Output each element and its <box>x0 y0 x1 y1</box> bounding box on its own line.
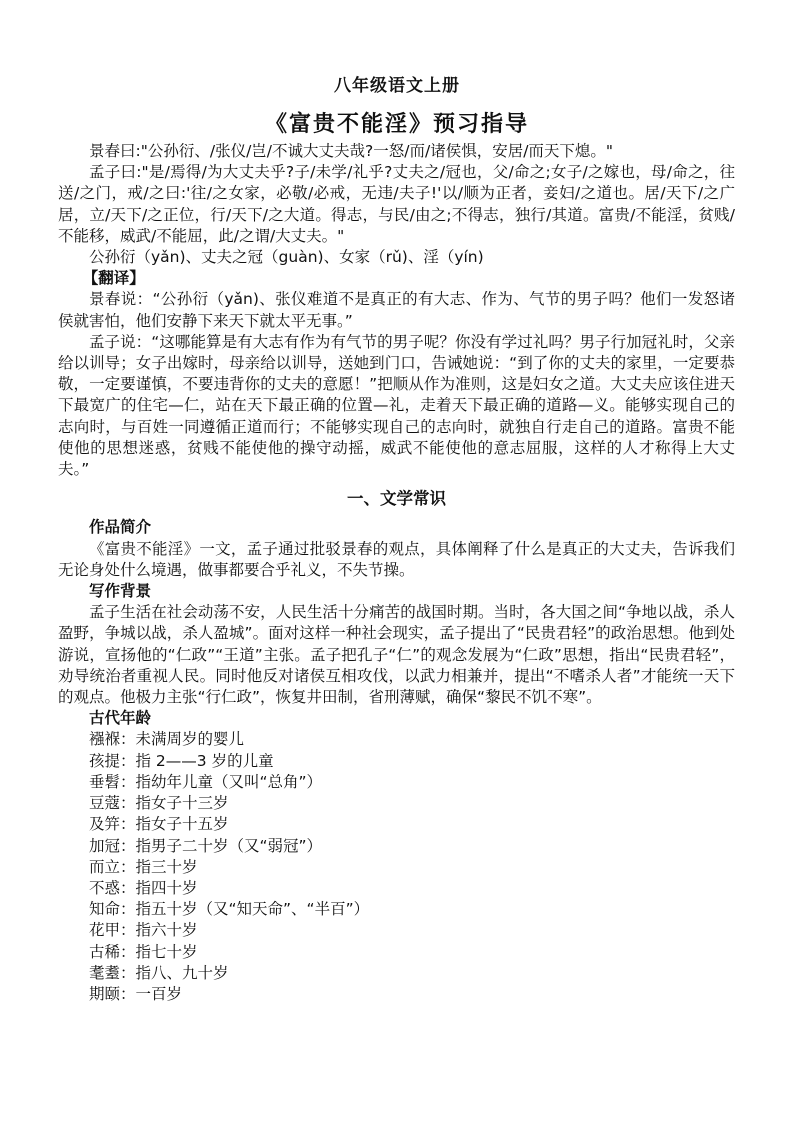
age-item: 及笄：指女子十五岁 <box>89 815 229 834</box>
original-para-1: 景春曰:"公孙衍、/张仪/岂/不诚大丈夫哉?一怒/而/诸侯惧，安居/而天下熄。" <box>89 142 614 160</box>
pronunciation-note: 公孙衍（yǎn)、丈夫之冠（guàn)、女家（rǔ)、淫（yín) <box>89 248 484 267</box>
age-item: 花甲：指六十岁 <box>89 921 198 940</box>
translation-para-2: 孟子说：“这哪能算是有大志有作为有气节的男子呢？你没有学过礼吗？男子行加冠礼时，父亲给以训导；女子出嫁时，母亲给以训导，送她到门口，告诫她说：“到了你的丈夫的家里，一定要恭敬，一定要谨慎，不要违背你的丈夫的意愿！”把顺从作为准则，这是妇女之道。大丈夫应该住进天下最宽广的住宅—仁，站在天下最正确的位置—礼，走着天下最正确的道路—义。能够实现自己的志向时，与百姓一同遵循正道而行；不能够实现自己的志向时，就独自行走自己的道路。富贵不能使他的思想迷惑，贫贱不能使他的操守动摇，威武不能使他的意志屈服，这样的人才称得上大丈夫。” <box>58 332 735 479</box>
age-item: 不惑：指四十岁 <box>89 878 198 897</box>
age-item: 垂髫：指幼年儿童（又叫“总角”） <box>89 772 323 791</box>
intro-text: 《富贵不能淫》一文，孟子通过批驳景春的观点，具体阐释了什么是真正的大丈夫，告诉我们无论身处什么境遇，做事都要合乎礼义，不失节操。 <box>58 539 735 579</box>
age-item: 加冠：指男子二十岁（又“弱冠”） <box>89 836 323 855</box>
age-item: 而立：指三十岁 <box>89 857 198 876</box>
grade-heading: 八年级语文上册 <box>334 76 460 96</box>
background-label: 写作背景 <box>89 582 152 601</box>
age-label: 古代年龄 <box>89 709 152 728</box>
age-item: 知命：指五十岁（又“知天命”、“半百”） <box>89 900 370 919</box>
intro-label: 作品简介 <box>89 518 152 537</box>
page-title: 《富贵不能淫》预习指导 <box>264 112 529 137</box>
translation-para-1: 景春说：“公孙衍（yǎn)、张仪难道不是真正的有大志、作为、气节的男子吗？他们一发怒诸侯就害怕，他们安静下来天下就太平无事。” <box>58 290 735 330</box>
age-item: 期颐：一百岁 <box>89 984 183 1003</box>
original-para-2: 孟子曰:"是/焉得/为大丈夫乎?子/未学/礼乎?丈夫之/冠也，父/命之;女子/之嫁也，母/命之，往送/之门，戒/之曰:'往/之女家，必敬/必戒，无违/夫子!'以/顺为正者，妾妇/之道也。居/天下/之广居，立/天下/之正位，行/天下/之大道。得志，与民/由之;不得志，独行/其道。富贵/不能淫，贫贱/不能移，威武/不能屈，此/之谓/大丈夫。" <box>58 163 735 245</box>
age-item: 古稀：指七十岁 <box>89 942 198 961</box>
age-item: 豆蔻：指女子十三岁 <box>89 794 229 813</box>
age-item: 耄耋：指八、九十岁 <box>89 963 229 982</box>
section-heading-literature: 一、文学常识 <box>347 489 446 509</box>
translation-heading: 【翻译】 <box>82 269 145 288</box>
age-item: 襁褓：未满周岁的婴儿 <box>89 730 245 749</box>
age-item: 孩提：指 2——3 岁的儿童 <box>89 751 274 770</box>
document-body <box>58 141 735 1005</box>
background-text: 孟子生活在社会动荡不安，人民生活十分痛苦的战国时期。当时，各大国之间“争地以战，杀人盈野，争城以战，杀人盈城”。面对这样一种社会现实，孟子提出了“民贵君轻”的政治思想。他到处游说，宣扬他的“仁政”“王道”主张。孟子把孔子“仁”的观念发展为“仁政”思想，指出“民贵君轻”，劝导统治者重视人民。同时他反对诸侯互相攻伐，以武力相兼并，提出“不嗜杀人者”才能统一天下的观点。他极力主张“行仁政”，恢复井田制，省刑薄赋，确保“黎民不饥不寒”。 <box>58 603 735 707</box>
